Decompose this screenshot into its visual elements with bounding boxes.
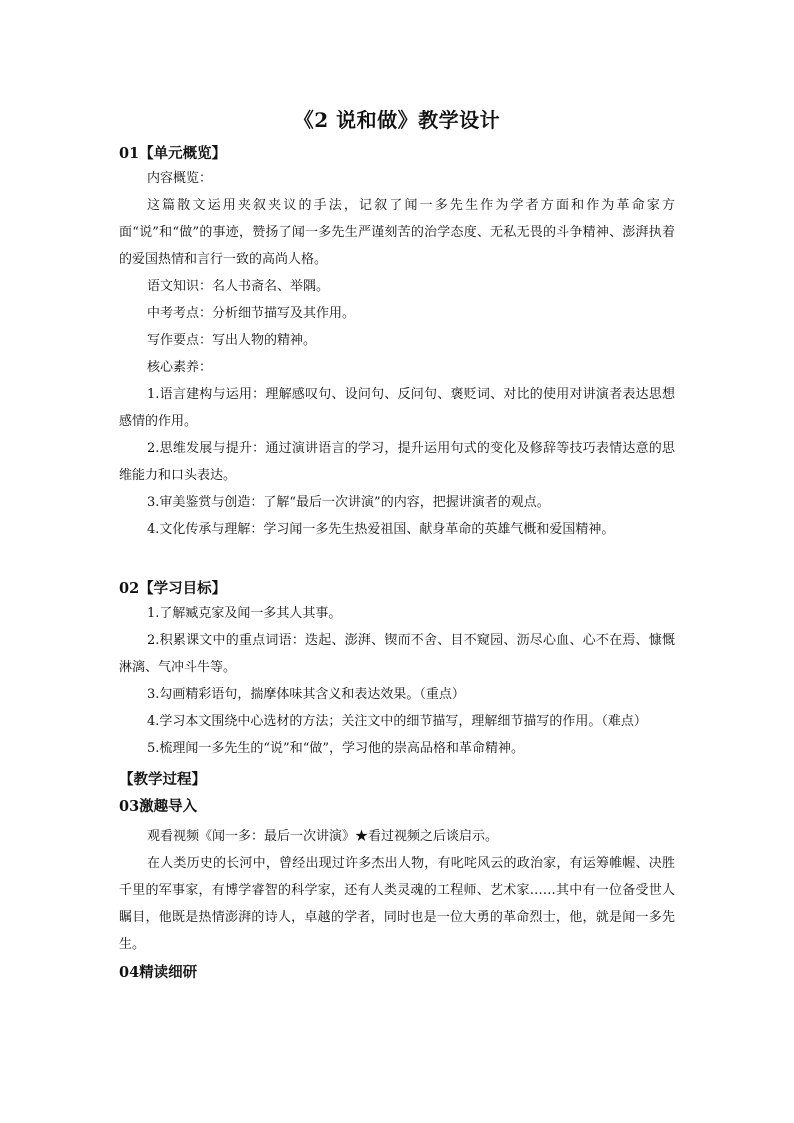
core-literacy-item: 3.审美鉴赏与创造：了解“最后一次讲演”的内容，把握讲演者的观点。 [147, 495, 550, 510]
document-body [119, 143, 675, 988]
core-literacy-item: 1.语言建构与运用：理解感叹句、设问句、反问句、褒贬词、对比的使用对讲演者表达思想感情的作用。 [119, 387, 675, 429]
core-literacy-label: 核心素养： [147, 360, 213, 375]
document-title: 《2 说和做》教学设计 [293, 108, 501, 132]
warmup-paragraph: 观看视频《闻一多：最后一次讲演》★看过视频之后谈启示。 [147, 829, 499, 844]
section-heading-teaching-process: 【教学过程】 [119, 771, 206, 788]
content-overview-text: 这篇散文运用夹叙夹议的手法，记叙了闻一多先生作为学者方面和作为革命家方面“说”和“做”的事迹，赞扬了闻一多先生严谨刻苦的治学态度、无私无畏的斗争精神、澎湃执着的爱国热情和言行一致的高尚人格。 [119, 198, 675, 267]
learning-goal-item: 5.梳理闻一多先生的“说”和“做”，学习他的崇高品格和革命精神。 [147, 741, 524, 756]
core-literacy-item: 4.文化传承与理解：学习闻一多先生热爱祖国、献身革命的英雄气概和爱国精神。 [147, 522, 615, 537]
language-knowledge: 语文知识：名人书斋名、举隅。 [147, 279, 330, 294]
learning-goal-item: 4.学习本文围绕中心选材的方法；关注文中的细节描写，理解细节描写的作用。（难点） [147, 714, 647, 729]
learning-goal-item: 2.积累课文中的重点词语：迭起、澎湃、锲而不舍、目不窥园、沥尽心血、心不在焉、慷慨淋漓、气冲斗牛等。 [119, 633, 675, 675]
learning-goal-item: 1.了解臧克家及闻一多其人其事。 [147, 606, 342, 621]
core-literacy-item: 2.思维发展与提升：通过演讲语言的学习，提升运用句式的变化及修辞等技巧表情达意的思维能力和口头表达。 [119, 441, 675, 483]
section-spacer [119, 543, 675, 578]
section-heading-unit-overview: 01【单元概览】 [119, 145, 227, 162]
exam-point: 中考考点：分析细节描写及其作用。 [147, 306, 356, 321]
section-heading-close-reading: 04精读细研 [119, 964, 198, 981]
learning-goal-item: 3.勾画精彩语句，揣摩体味其含义和表达效果。（重点） [147, 687, 465, 702]
content-overview-label: 内容概览： [147, 171, 213, 186]
section-heading-learning-goals: 02【学习目标】 [119, 580, 227, 597]
writing-point: 写作要点：写出人物的精神。 [147, 333, 317, 348]
section-heading-warmup: 03激趣导入 [119, 798, 198, 815]
warmup-paragraph: 在人类历史的长河中，曾经出现过许多杰出人物，有叱咤风云的政治家，有运筹帷幄、决胜千里的军事家，有博学睿智的科学家，还有人类灵魂的工程师、艺术家……其中有一位备受世人瞩目，他既是热情澎湃的诗人，卓越的学者，同时也是一位大勇的革命烈士，他，就是闻一多先生。 [119, 856, 675, 952]
